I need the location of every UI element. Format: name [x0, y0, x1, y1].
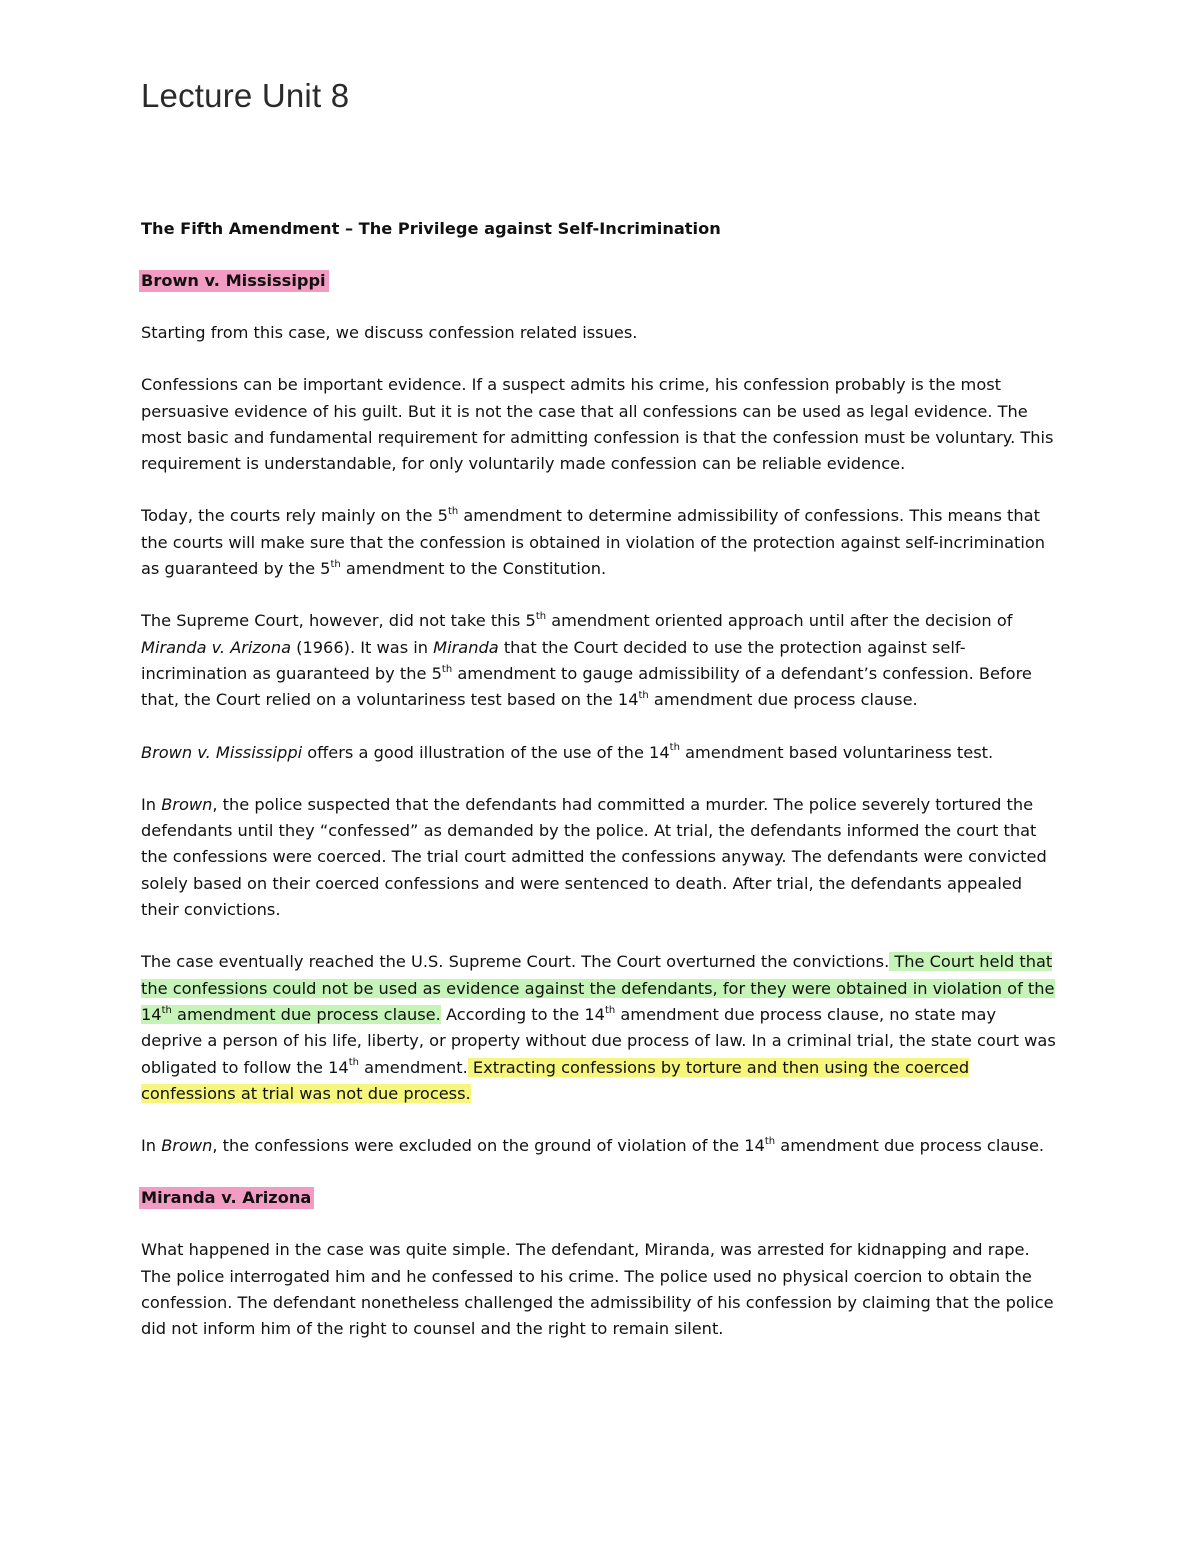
- paragraph-miranda-facts: What happened in the case was quite simple. The defendant, Miranda, was arrested for kidnapping and rape. The police interrogated him and he confessed to his crime. The police used no physical coercion to obtain the confession. The defendant nonetheless challenged the admissibility of his confession by claiming that the police did not inform him of the right to counsel and the right to remain silent.: [141, 1240, 1054, 1339]
- yellow-highlight: Extracting confessions by torture and then using the coerced confessions at trial was not due process.: [141, 1057, 970, 1103]
- text-run: amendment to the Constitution.: [340, 559, 607, 579]
- text-run: , the police suspected that the defendants had committed a murder. The police severely tortured the defendants until they “confessed” as demanded by the police. At trial, the defendants informed the court that the confessions were coerced. The trial court admitted the confessions anyway. The defendants were convicted solely based on their coerced confessions and were sentenced to death. After trial, the defendants appealed their convictions.: [141, 794, 1047, 920]
- case-heading-brown-label: Brown v. Mississippi: [139, 270, 329, 292]
- text-run: amendment due process clause, no state may deprive a person of his life, liberty, or property without due process of law. In a criminal trial, the state court was obligated to follow the 14: [141, 1004, 1056, 1077]
- text-run: amendment due process clause.: [775, 1136, 1045, 1156]
- superscript: th: [348, 1057, 359, 1069]
- text-run: In: [141, 1136, 162, 1156]
- text-run: The Supreme Court, however, did not take this 5: [141, 611, 536, 631]
- superscript: th: [669, 742, 680, 754]
- text-run: amendment oriented approach until after the decision of: [546, 611, 1013, 631]
- text-run: , the confessions were excluded on the ground of violation of the 14: [212, 1136, 765, 1156]
- case-heading-miranda: [141, 1185, 1061, 1211]
- superscript: th: [764, 1135, 776, 1147]
- text-run: The case eventually reached the U.S. Supreme Court. The Court overturned the convictions.: [141, 952, 890, 972]
- case-heading-brown: [141, 268, 1061, 294]
- paragraph-brown-exclusion: [141, 1133, 1061, 1159]
- text-run: The Court held that the confessions could not be used as evidence against the defendants, for they were obtained in violation of the 14: [141, 952, 1055, 1024]
- paragraph-confessions: Confessions can be important evidence. If a suspect admits his crime, his confession probably is the most persuasive evidence of his guilt. But it is not the case that all confessions can be used as legal evidence. The most basic and fundamental requirement for admitting confession is that the confession must be voluntary. This requirement is understandable, for only voluntarily made confession can be reliable evidence.: [141, 375, 1054, 474]
- superscript: th: [638, 689, 649, 701]
- text-run: In: [141, 794, 162, 814]
- superscript: th: [441, 663, 453, 675]
- text-run: Today, the courts rely mainly on the 5: [141, 506, 448, 526]
- paragraph-fifth-amendment: [141, 503, 1061, 582]
- case-citation: Brown: [161, 1136, 213, 1156]
- paragraph-supreme-court: [141, 608, 1061, 713]
- superscript: th: [330, 558, 341, 570]
- text-run: According to the 14: [440, 1004, 605, 1024]
- document-title: Lecture Unit 8: [141, 77, 350, 114]
- superscript: th: [604, 1004, 616, 1016]
- case-heading-miranda-label: Miranda v. Arizona: [139, 1187, 314, 1209]
- text-run: amendment to determine admissibility of confessions. This means that the courts will make sure that the confession is obtained in violation of the protection against self-incrimination as guaranteed by the 5: [141, 506, 1046, 579]
- superscript: th: [161, 1004, 172, 1016]
- case-citation: Brown v. Mississippi: [141, 742, 303, 762]
- case-citation: Miranda: [433, 637, 499, 657]
- text-run: amendment.: [358, 1057, 468, 1077]
- paragraph-brown-illustration: [141, 740, 1061, 766]
- section-heading: The Fifth Amendment – The Privilege against Self-Incrimination: [141, 219, 721, 238]
- superscript: th: [535, 610, 547, 622]
- text-run: offers a good illustration of the use of the 14: [302, 742, 670, 762]
- document-page: [141, 74, 1061, 1343]
- case-citation: Brown: [161, 794, 213, 814]
- text-run: amendment due process clause.: [648, 690, 918, 710]
- superscript: th: [447, 506, 459, 518]
- case-citation: Miranda v. Arizona: [141, 637, 291, 657]
- text-run: (1966). It was in: [291, 637, 434, 657]
- paragraph-brown-facts: [141, 792, 1061, 923]
- text-run: amendment to gauge admissibility of a defendant’s confession. Before that, the Court relied on a voluntariness test based on the 14: [141, 663, 1032, 710]
- paragraph-brown-holding: [141, 949, 1061, 1107]
- text-run: amendment due process clause.: [171, 1004, 441, 1024]
- text-run: amendment based voluntariness test.: [679, 742, 994, 762]
- text-run: that the Court decided to use the protection against self-incrimination as guaranteed by the 5: [141, 637, 966, 683]
- paragraph-intro: Starting from this case, we discuss confession related issues.: [141, 323, 638, 342]
